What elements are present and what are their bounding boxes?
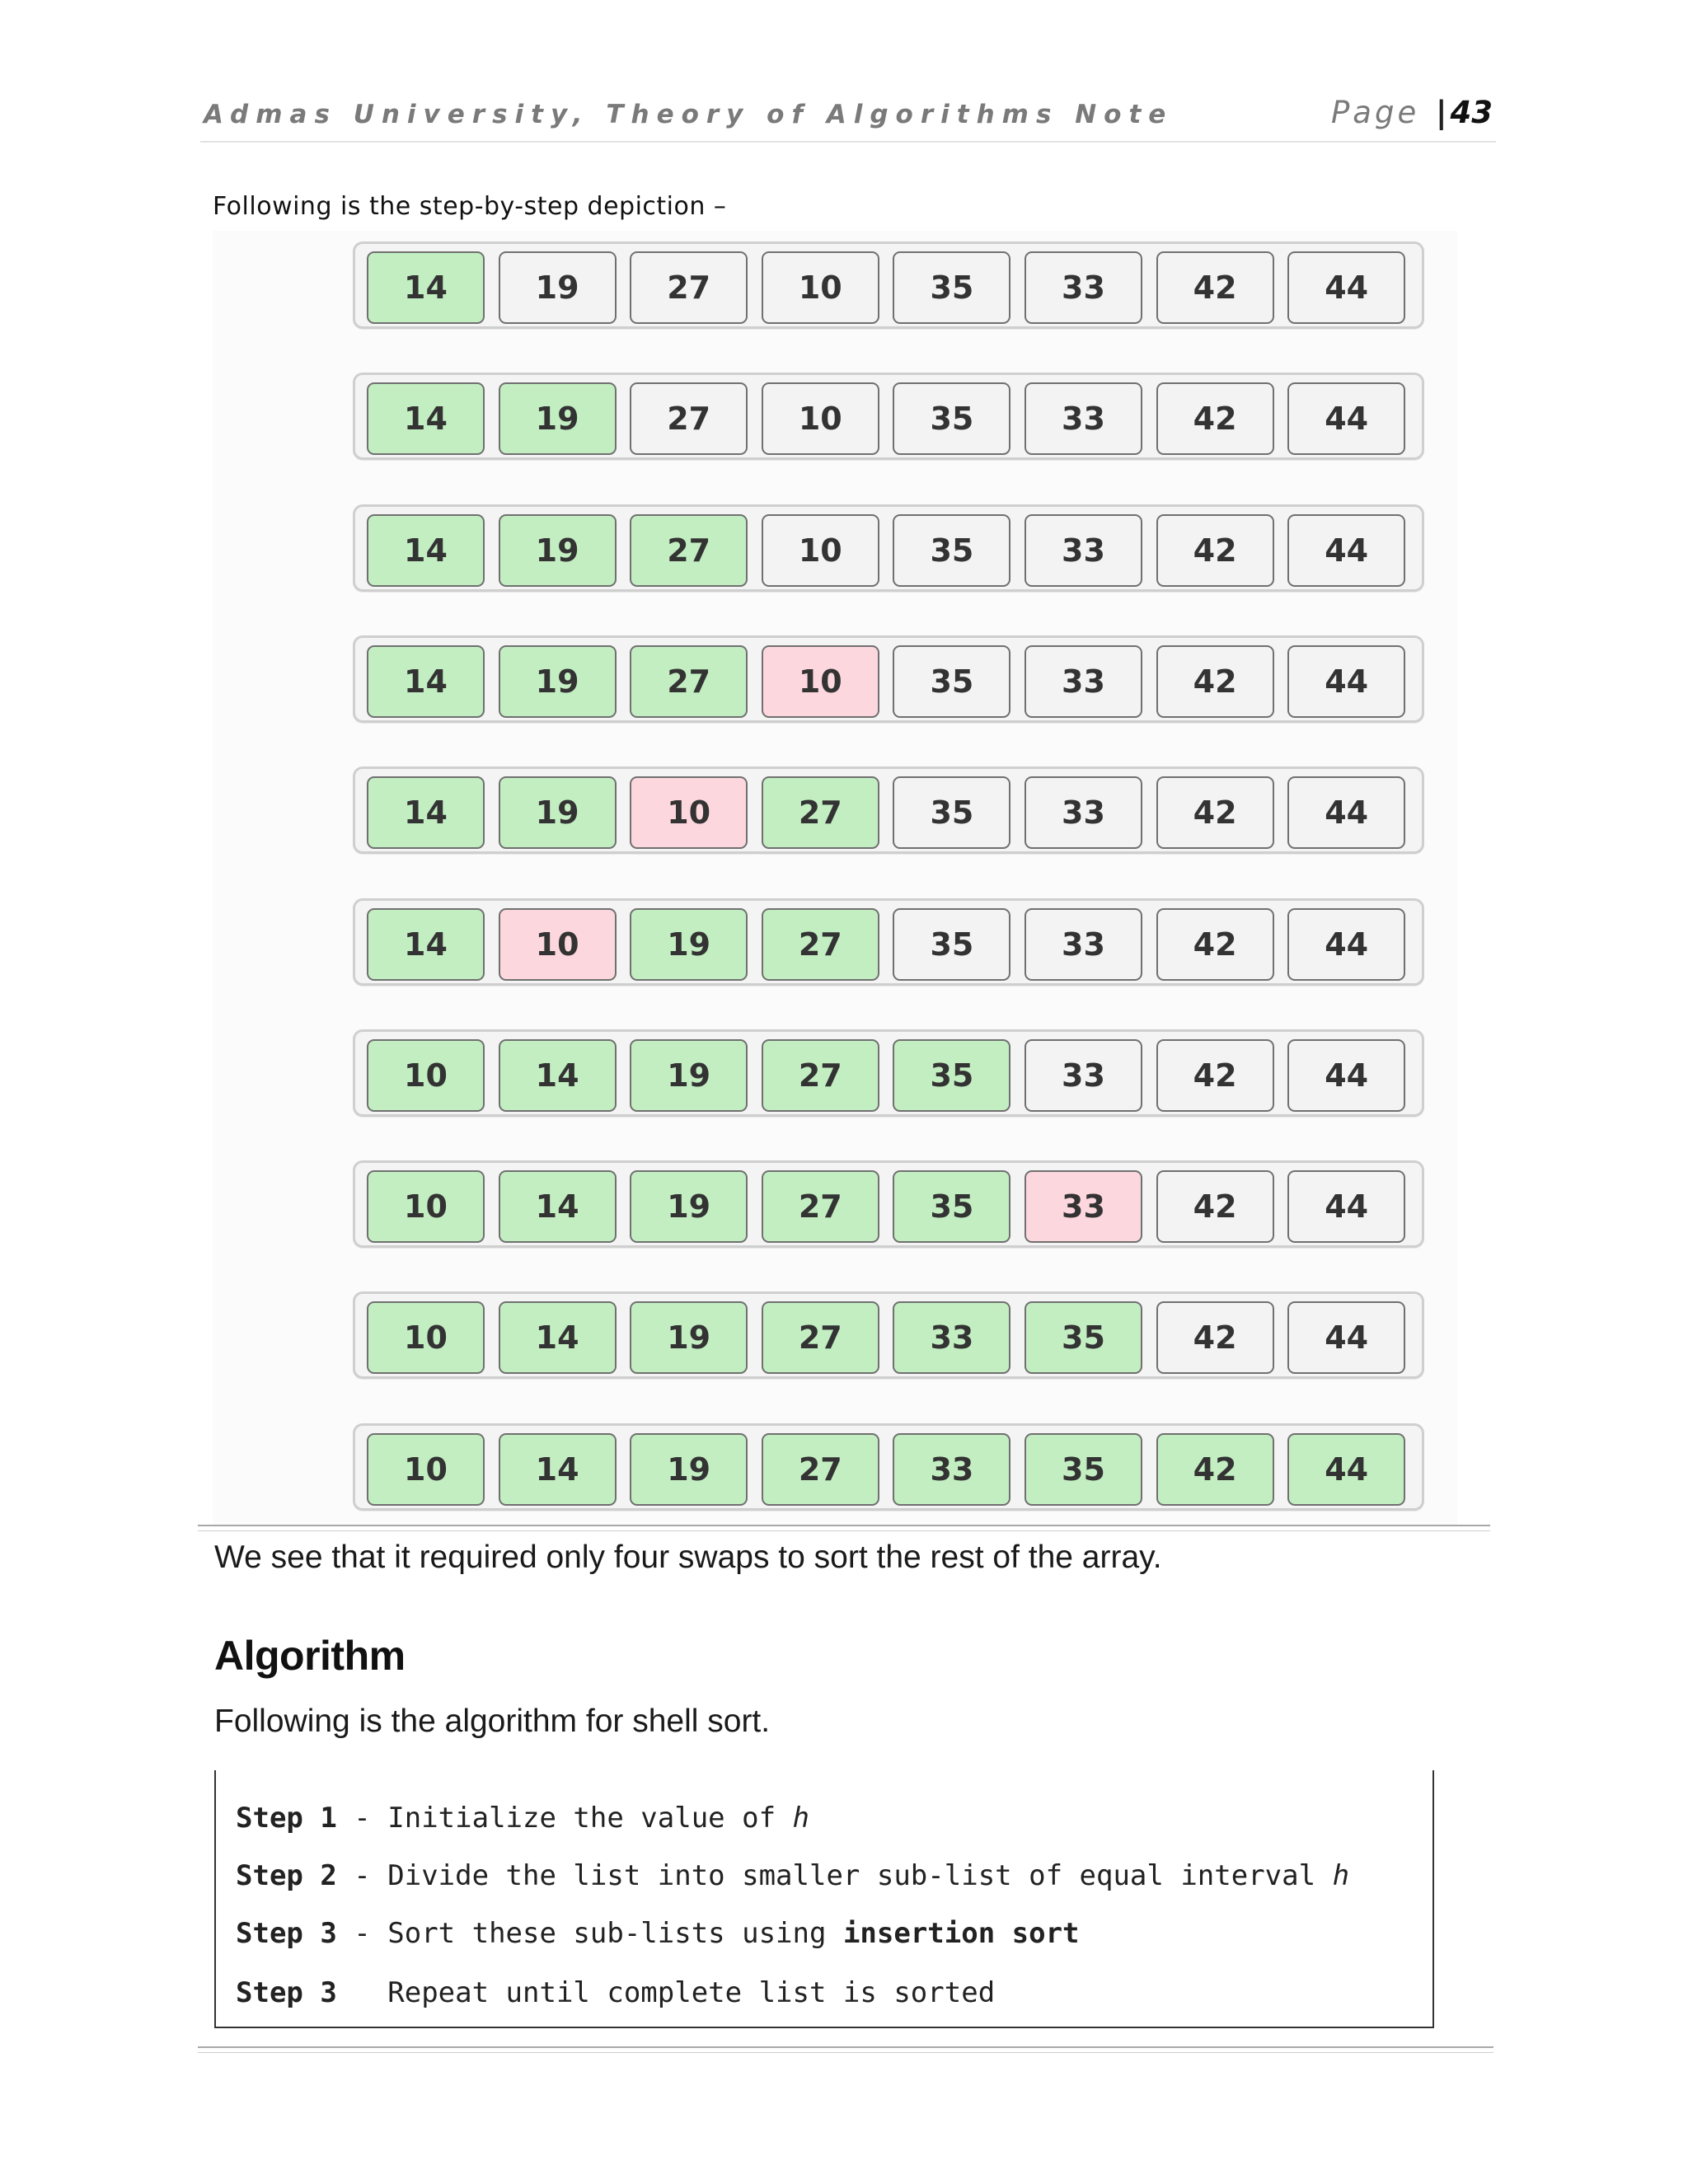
header-title: Admas University, Theory of Algorithms Note <box>204 100 1174 129</box>
array-cell: 35 <box>1025 1301 1142 1374</box>
array-cell: 33 <box>1025 908 1142 981</box>
array-cell: 42 <box>1156 382 1274 455</box>
array-cell: 10 <box>630 776 748 849</box>
array-cell: 35 <box>893 908 1010 981</box>
step-emphasis: insertion sort <box>842 1917 1080 1950</box>
array-cell: 10 <box>762 514 879 587</box>
algorithm-step-line <box>236 1859 1349 1892</box>
page-header <box>200 95 1496 143</box>
array-cell: 42 <box>1156 251 1274 324</box>
array-cell: 33 <box>1025 1170 1142 1243</box>
array-cell: 44 <box>1287 382 1405 455</box>
array-step-row <box>353 1291 1424 1379</box>
algorithm-intro: Following is the algorithm for shell sort. <box>214 1704 771 1739</box>
array-cell: 14 <box>367 908 485 981</box>
array-cell: 35 <box>893 1039 1010 1112</box>
array-cell: 27 <box>762 908 879 981</box>
array-cell: 35 <box>893 514 1010 587</box>
array-cell: 10 <box>762 645 879 718</box>
array-cell: 44 <box>1287 1039 1405 1112</box>
array-cell: 44 <box>1287 1433 1405 1506</box>
array-cell: 14 <box>499 1433 617 1506</box>
header-page <box>1331 95 1493 130</box>
array-cell: 44 <box>1287 776 1405 849</box>
array-cell: 44 <box>1287 645 1405 718</box>
array-cell: 35 <box>893 645 1010 718</box>
depiction-intro: Following is the step-by-step depiction – <box>213 192 727 221</box>
array-cell: 14 <box>367 645 485 718</box>
algorithm-step-line <box>236 1802 809 1835</box>
array-cell: 33 <box>1025 776 1142 849</box>
array-step-row <box>353 1029 1424 1117</box>
array-cell: 27 <box>630 382 748 455</box>
array-step-row <box>353 373 1424 460</box>
array-cell: 14 <box>367 776 485 849</box>
array-cell: 14 <box>499 1170 617 1243</box>
step-variable: h <box>792 1802 810 1835</box>
array-cell: 14 <box>499 1039 617 1112</box>
array-cell: 35 <box>893 382 1010 455</box>
array-cell: 19 <box>630 1170 748 1243</box>
algorithm-step-line <box>236 1917 1080 1950</box>
array-cell: 10 <box>367 1301 485 1374</box>
algorithm-step-line <box>236 1976 995 2009</box>
array-cell: 10 <box>367 1039 485 1112</box>
array-cell: 35 <box>893 1170 1010 1243</box>
step-text: Repeat until complete list is sorted <box>387 1976 996 2009</box>
array-cell: 19 <box>499 251 617 324</box>
array-cell: 35 <box>1025 1433 1142 1506</box>
step-text: Sort these sub-lists using <box>387 1917 843 1950</box>
algorithm-steps-box <box>214 1770 1434 2028</box>
array-cell: 27 <box>630 645 748 718</box>
array-cell: 14 <box>367 382 485 455</box>
step-separator <box>337 1976 387 2009</box>
array-cell: 33 <box>1025 251 1142 324</box>
array-cell: 27 <box>762 776 879 849</box>
array-cell: 10 <box>367 1170 485 1243</box>
step-text: Divide the list into smaller sub-list of equal interval <box>387 1859 1333 1892</box>
array-cell: 27 <box>630 514 748 587</box>
array-cell: 44 <box>1287 908 1405 981</box>
array-cell: 10 <box>367 1433 485 1506</box>
page-separator: | <box>1435 95 1447 130</box>
array-cell: 27 <box>762 1170 879 1243</box>
array-cell: 44 <box>1287 251 1405 324</box>
array-step-row <box>353 241 1424 329</box>
array-cell: 14 <box>499 1301 617 1374</box>
array-cell: 44 <box>1287 514 1405 587</box>
array-cell: 27 <box>630 251 748 324</box>
array-cell: 42 <box>1156 1301 1274 1374</box>
array-cell: 19 <box>499 514 617 587</box>
array-cell: 35 <box>893 251 1010 324</box>
array-cell: 42 <box>1156 1170 1274 1243</box>
array-cell: 35 <box>893 776 1010 849</box>
array-cell: 10 <box>762 382 879 455</box>
array-cell: 19 <box>630 908 748 981</box>
array-cell: 42 <box>1156 776 1274 849</box>
array-step-row <box>353 1423 1424 1511</box>
array-cell: 14 <box>367 514 485 587</box>
array-step-row <box>353 504 1424 592</box>
array-cell: 33 <box>1025 382 1142 455</box>
array-step-row <box>353 898 1424 986</box>
array-cell: 42 <box>1156 514 1274 587</box>
step-separator: - <box>336 1802 388 1835</box>
array-cell: 19 <box>499 776 617 849</box>
array-cell: 42 <box>1156 645 1274 718</box>
swap-note: We see that it required only four swaps to sort the rest of the array. <box>214 1540 1162 1575</box>
array-cell: 14 <box>367 251 485 324</box>
array-cell: 27 <box>762 1039 879 1112</box>
step-separator: - <box>336 1917 388 1950</box>
page-label: Page <box>1330 95 1420 130</box>
step-text: Initialize the value of <box>387 1802 793 1835</box>
array-cell: 33 <box>1025 645 1142 718</box>
step-label: Step 2 <box>236 1859 337 1892</box>
shell-sort-steps-figure <box>213 231 1457 1525</box>
step-label: Step 3 <box>236 1976 337 2009</box>
array-cell: 42 <box>1156 1433 1274 1506</box>
array-cell: 33 <box>893 1301 1010 1374</box>
array-cell: 27 <box>762 1433 879 1506</box>
array-cell: 19 <box>499 382 617 455</box>
array-cell: 27 <box>762 1301 879 1374</box>
array-cell: 33 <box>1025 1039 1142 1112</box>
array-step-row <box>353 1160 1424 1248</box>
divider <box>198 1525 1490 1531</box>
array-cell: 44 <box>1287 1170 1405 1243</box>
page-number: 43 <box>1450 95 1493 130</box>
array-step-row <box>353 766 1424 854</box>
array-cell: 42 <box>1156 1039 1274 1112</box>
array-cell: 10 <box>499 908 617 981</box>
array-cell: 33 <box>1025 514 1142 587</box>
step-separator: - <box>336 1859 388 1892</box>
array-cell: 19 <box>499 645 617 718</box>
algorithm-heading: Algorithm <box>214 1633 406 1679</box>
array-cell: 19 <box>630 1433 748 1506</box>
array-step-row <box>353 635 1424 723</box>
array-cell: 10 <box>762 251 879 324</box>
divider-bottom <box>198 2046 1493 2053</box>
step-variable: h <box>1332 1859 1350 1892</box>
array-cell: 44 <box>1287 1301 1405 1374</box>
array-cell: 19 <box>630 1039 748 1112</box>
array-cell: 33 <box>893 1433 1010 1506</box>
step-label: Step 3 <box>236 1917 337 1950</box>
array-cell: 19 <box>630 1301 748 1374</box>
step-label: Step 1 <box>236 1802 337 1835</box>
array-cell: 42 <box>1156 908 1274 981</box>
